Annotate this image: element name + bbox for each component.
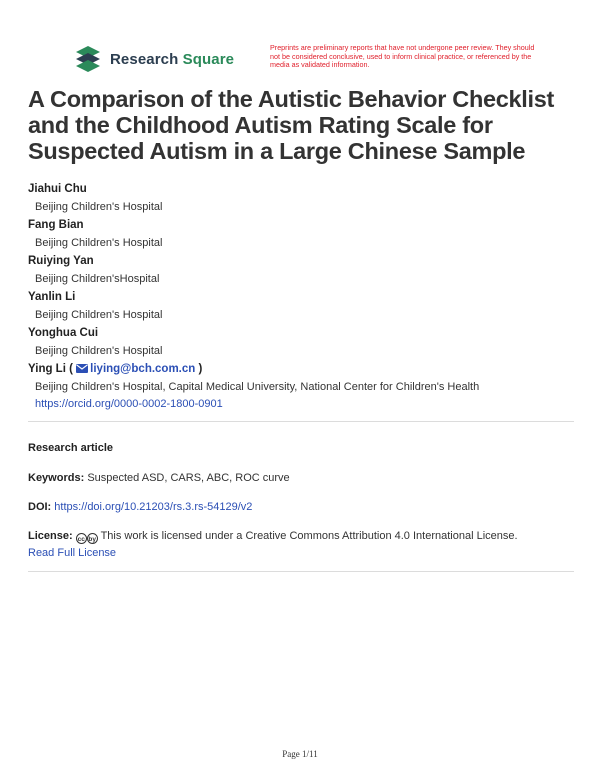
author-affiliation: Beijing Children's Hospital (35, 309, 163, 321)
corresponding-author-name (28, 361, 573, 378)
author-affiliation: Beijing Children's Hospital (35, 345, 163, 357)
author-affiliation: Beijing Children's Hospital (35, 237, 163, 249)
paper-title: A Comparison of the Autistic Behavior Checklist and the Childhood Autism Rating Scale for Suspected Autism in a Large Chinese Sample (28, 86, 555, 164)
author-list (28, 181, 573, 414)
author-name: Yonghua Cui (28, 327, 99, 339)
divider (28, 571, 574, 572)
brand-part2: Square (182, 50, 235, 68)
author-name: Fang Bian (28, 219, 84, 231)
orcid-link[interactable]: https://orcid.org/0000-0002-1800-0901 (35, 398, 223, 410)
email-link[interactable] (76, 363, 195, 375)
preprint-notice: Preprints are preliminary reports that have not undergone peer review. They should not be considered conclusive, used to inform clinical practice, or referenced by the media as validated information. (270, 43, 535, 70)
article-type-label: Research article (28, 442, 113, 454)
keywords-line (28, 470, 573, 487)
divider (28, 421, 574, 422)
author-entry (28, 181, 573, 216)
research-square-logo-icon (74, 46, 104, 72)
header (74, 44, 544, 78)
author-name: Jiahui Chu (28, 183, 87, 195)
author-entry (28, 217, 573, 252)
close-paren: ) (198, 363, 203, 375)
keywords-label: Keywords: (28, 472, 85, 484)
keywords-value: Suspected ASD, CARS, ABC, ROC curve (87, 472, 290, 484)
author-entry (28, 253, 573, 288)
envelope-icon (76, 364, 88, 373)
attribution-icon: by (87, 533, 98, 544)
article-type (28, 440, 573, 457)
page-number: Page 1/11 (282, 749, 318, 759)
author-name: Ying Li (28, 363, 66, 375)
author-affiliation: Beijing Children's Hospital (35, 201, 163, 213)
license-text: This work is licensed under a Creative Commons Attribution 4.0 International License. (100, 530, 518, 542)
license-label: License: (28, 530, 73, 542)
author-affiliation: Beijing Children'sHospital (35, 273, 160, 285)
email-address: liying@bch.com.cn (90, 363, 196, 375)
license-line (28, 528, 573, 562)
open-paren: ( (69, 363, 73, 375)
research-square-logo[interactable] (74, 46, 234, 72)
author-affiliation: Beijing Children's Hospital, Capital Medical University, National Center for Children's Health (35, 381, 480, 393)
creative-commons-icon: cc (76, 533, 87, 544)
author-entry (28, 289, 573, 324)
corresponding-author-entry (28, 361, 573, 413)
doi-label: DOI: (28, 501, 52, 513)
read-full-license-link[interactable]: Read Full License (28, 547, 117, 559)
doi-link[interactable]: https://doi.org/10.21203/rs.3.rs-54129/v2 (54, 501, 253, 513)
author-entry (28, 325, 573, 360)
brand-part1: Research (110, 50, 179, 68)
brand-name (110, 51, 234, 68)
author-name: Yanlin Li (28, 291, 76, 303)
author-name: Ruiying Yan (28, 255, 94, 267)
doi-line (28, 499, 573, 516)
